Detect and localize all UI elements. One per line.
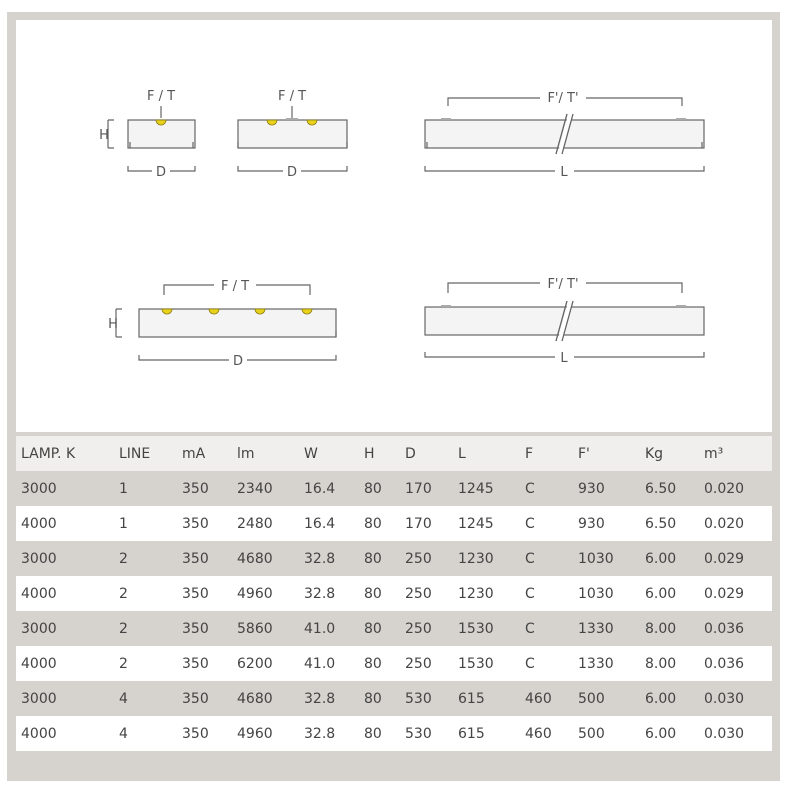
table-cell: 1330 (578, 655, 614, 672)
table-cell: 1 (119, 480, 128, 497)
table-cell: 32.8 (304, 725, 336, 742)
table-cell: 80 (364, 550, 382, 567)
table-cell: 2 (119, 655, 128, 672)
table-row (16, 471, 772, 506)
label-d-3: D (232, 354, 244, 369)
table-cell: C (525, 655, 535, 672)
table-cell: C (525, 585, 535, 602)
table-cell: C (525, 620, 535, 637)
table-cell: 80 (364, 620, 382, 637)
table-cell: 32.8 (304, 690, 336, 707)
label-h-2: H (108, 317, 118, 332)
table-cell: 350 (182, 585, 209, 602)
label-d-2: D (286, 165, 298, 180)
table-cell: 2340 (237, 480, 273, 497)
label-ft-2: F / T (277, 89, 307, 104)
header-cell: Kg (645, 445, 664, 462)
table-cell: 4680 (237, 690, 273, 707)
cross-section-2-line (238, 106, 347, 171)
table-cell: 530 (405, 725, 432, 742)
table-cell: 6.50 (645, 480, 677, 497)
table-cell: 3000 (21, 690, 57, 707)
table-cell: 350 (182, 655, 209, 672)
table-cell: 0.030 (704, 690, 745, 707)
spec-table (16, 436, 772, 751)
label-ft-1: F / T (146, 89, 176, 104)
table-cell: 250 (405, 550, 432, 567)
table-cell: 6.00 (645, 585, 677, 602)
table-cell: 4000 (21, 725, 57, 742)
table-row (16, 541, 772, 576)
table-cell: 3000 (21, 550, 57, 567)
table-row (16, 506, 772, 541)
table-cell: 0.029 (704, 550, 745, 567)
table-cell: 530 (405, 690, 432, 707)
table-cell: 5860 (237, 620, 273, 637)
table-cell: 32.8 (304, 550, 336, 567)
table-cell: 500 (578, 690, 605, 707)
label-d-1: D (155, 165, 167, 180)
table-cell: 16.4 (304, 480, 336, 497)
cross-section-4-line (116, 285, 336, 360)
table-cell: 0.020 (704, 480, 745, 497)
header-cell: LAMP. K (21, 445, 76, 462)
table-row (16, 646, 772, 681)
table-cell: 1530 (458, 655, 494, 672)
table-cell: 80 (364, 725, 382, 742)
table-cell: 1030 (578, 550, 614, 567)
table-cell: 1330 (578, 620, 614, 637)
header-cell: mA (182, 445, 206, 462)
luminaire-diagrams (16, 20, 772, 432)
table-cell: 1230 (458, 585, 494, 602)
table-cell: 2 (119, 550, 128, 567)
table-row (16, 611, 772, 646)
table-cell: 250 (405, 620, 432, 637)
table-cell: 0.036 (704, 620, 745, 637)
label-l-1: L (560, 165, 568, 180)
header-cell: lm (237, 445, 255, 462)
table-cell: 350 (182, 550, 209, 567)
table-cell: C (525, 515, 535, 532)
table-cell: 6.50 (645, 515, 677, 532)
table-cell: 80 (364, 515, 382, 532)
table-cell: 350 (182, 725, 209, 742)
header-cell: F (525, 445, 534, 462)
table-cell: 8.00 (645, 655, 677, 672)
label-l-2: L (560, 351, 568, 366)
table-cell: 6.00 (645, 550, 677, 567)
table-cell: 460 (525, 690, 552, 707)
table-cell: 41.0 (304, 655, 336, 672)
label-h-1: H (99, 128, 109, 143)
table-cell: 4 (119, 725, 128, 742)
table-cell: 350 (182, 690, 209, 707)
label-ft-3: F / T (220, 279, 250, 294)
table-row (16, 716, 772, 751)
table-cell: 170 (405, 480, 432, 497)
header-cell: H (364, 445, 375, 462)
header-cell: W (304, 445, 318, 462)
table-cell: 4000 (21, 585, 57, 602)
header-cell: L (458, 445, 466, 462)
table-cell: 0.036 (704, 655, 745, 672)
table-body (16, 471, 772, 751)
table-cell: 6.00 (645, 690, 677, 707)
header-cell: F' (578, 445, 590, 462)
table-row (16, 681, 772, 716)
header-cell: D (405, 445, 416, 462)
table-cell: 0.030 (704, 725, 745, 742)
table-cell: 8.00 (645, 620, 677, 637)
label-ftp-2: F'/ T' (547, 277, 579, 292)
table-cell: 16.4 (304, 515, 336, 532)
table-cell: 4680 (237, 550, 273, 567)
table-row (16, 576, 772, 611)
table-cell: 4000 (21, 655, 57, 672)
table-cell: 350 (182, 480, 209, 497)
table-cell: 1245 (458, 480, 494, 497)
header-cell: m³ (704, 445, 724, 462)
table-cell: 1245 (458, 515, 494, 532)
table-cell: 80 (364, 585, 382, 602)
label-ftp-1: F'/ T' (547, 91, 579, 106)
table-cell: 2 (119, 585, 128, 602)
table-cell: 615 (458, 725, 485, 742)
table-cell: 80 (364, 690, 382, 707)
table-cell: 3000 (21, 620, 57, 637)
table-cell: 3000 (21, 480, 57, 497)
table-cell: 250 (405, 585, 432, 602)
table-cell: 615 (458, 690, 485, 707)
table-cell: 1230 (458, 550, 494, 567)
table-cell: 1 (119, 515, 128, 532)
table-cell: 0.029 (704, 585, 745, 602)
table-cell: 4 (119, 690, 128, 707)
table-cell: 80 (364, 655, 382, 672)
table-cell: 4960 (237, 725, 273, 742)
table-cell: 1530 (458, 620, 494, 637)
table-cell: 80 (364, 480, 382, 497)
table-cell: 4000 (21, 515, 57, 532)
table-cell: 500 (578, 725, 605, 742)
diagram-panel (16, 20, 772, 432)
table-cell: 930 (578, 480, 605, 497)
table-header-row (16, 436, 772, 471)
table-cell: 2 (119, 620, 128, 637)
table-cell: C (525, 480, 535, 497)
table-cell: 2480 (237, 515, 273, 532)
table-cell: 4960 (237, 585, 273, 602)
table-cell: 0.020 (704, 515, 745, 532)
table-cell: 930 (578, 515, 605, 532)
table-cell: 6200 (237, 655, 273, 672)
table-cell: 350 (182, 620, 209, 637)
table-cell: C (525, 550, 535, 567)
table-cell: 6.00 (645, 725, 677, 742)
table-cell: 250 (405, 655, 432, 672)
table-cell: 460 (525, 725, 552, 742)
table-cell: 1030 (578, 585, 614, 602)
header-cell: LINE (119, 445, 151, 462)
cross-section-1-line (108, 106, 195, 171)
table-cell: 170 (405, 515, 432, 532)
table-cell: 32.8 (304, 585, 336, 602)
table-cell: 41.0 (304, 620, 336, 637)
table-cell: 350 (182, 515, 209, 532)
